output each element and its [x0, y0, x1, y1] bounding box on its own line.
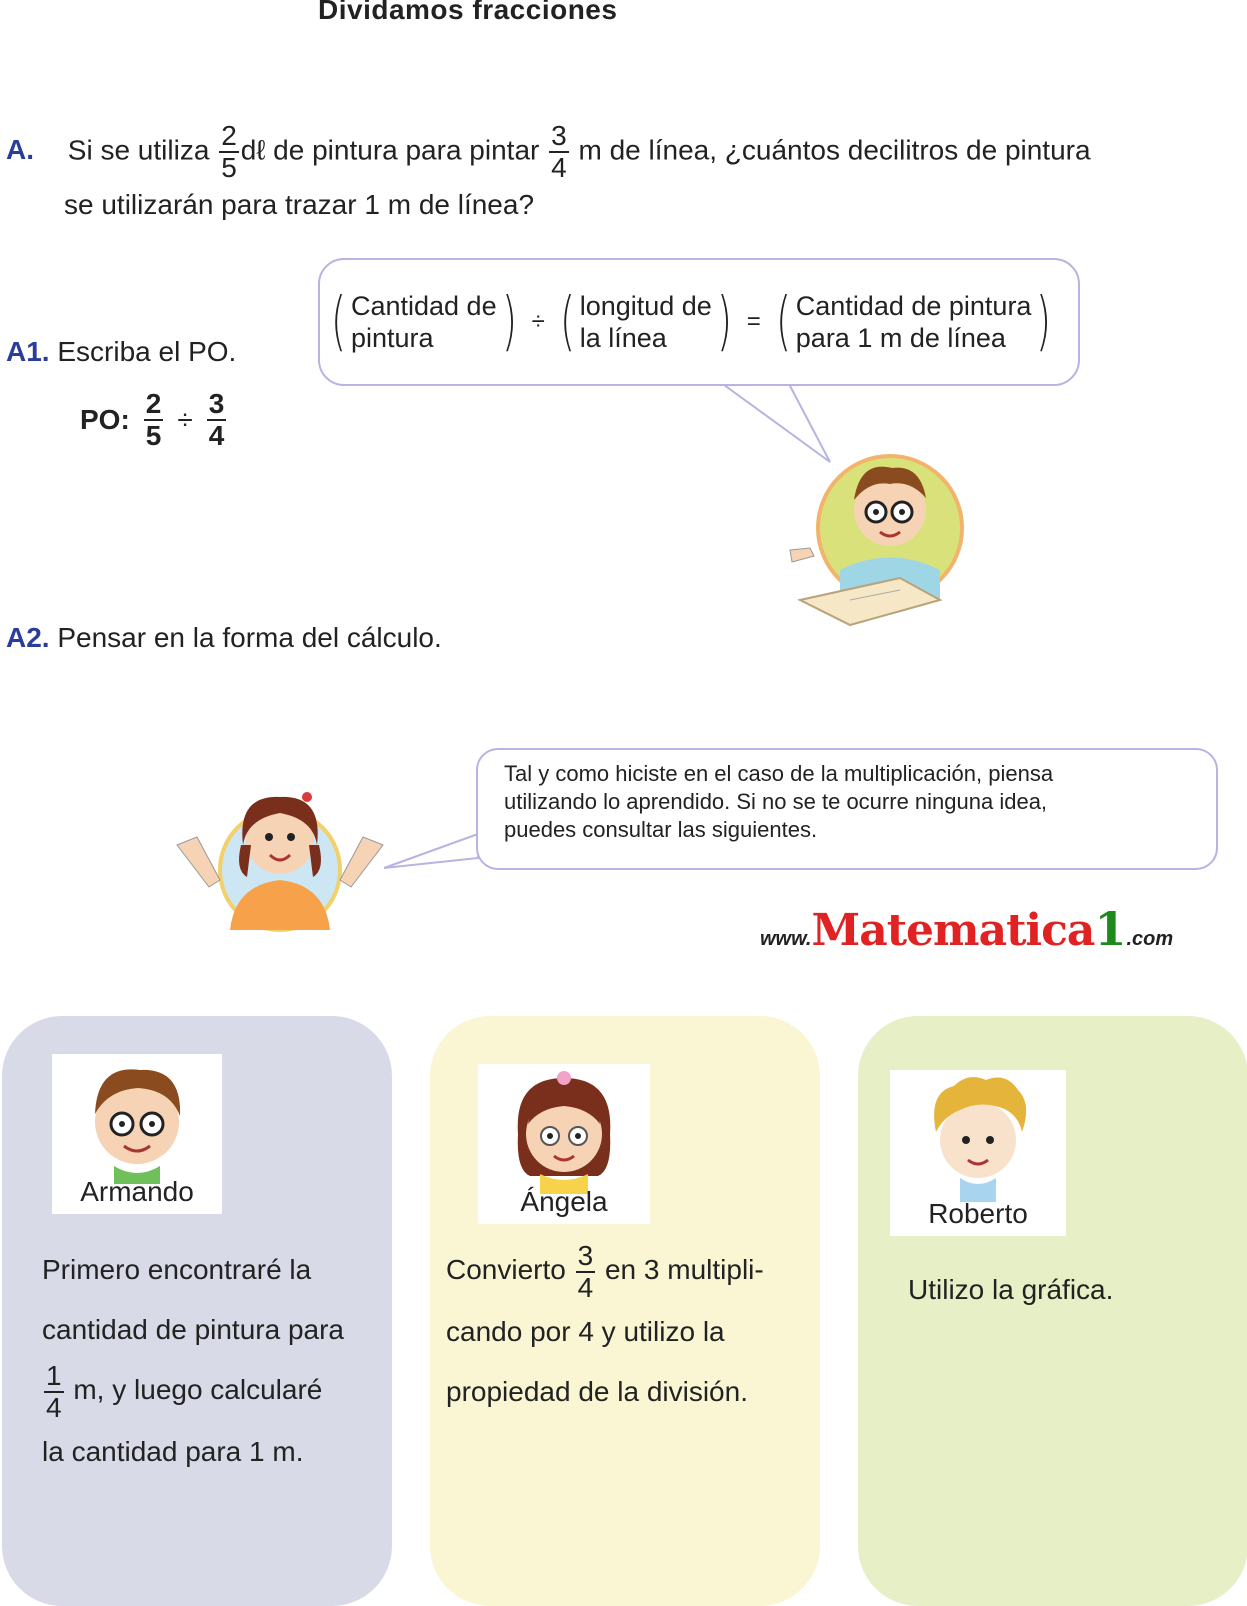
brand-com: .com	[1126, 928, 1174, 950]
card-line: Convierto	[446, 1254, 566, 1285]
fraction-numerator: 1	[46, 1359, 62, 1391]
brand-name: Matematica	[811, 905, 1095, 956]
formula-bubble	[318, 258, 1080, 386]
angela-name: Ángela	[520, 1186, 608, 1217]
angela-avatar	[478, 1064, 650, 1194]
fraction-3-4	[207, 390, 227, 450]
angela-text	[446, 1240, 816, 1422]
brand-www: www.	[760, 928, 812, 950]
fraction-2-5	[144, 390, 164, 450]
armando-text	[42, 1240, 382, 1482]
card-line: en 3 multipli-	[604, 1254, 764, 1285]
card-line: cantidad de pintura para	[42, 1314, 344, 1345]
step-a1	[6, 336, 236, 368]
formula-text: pintura	[350, 323, 434, 353]
armando-portrait	[52, 1054, 222, 1214]
boy-writing-illustration	[780, 450, 980, 640]
fraction-denominator: 4	[208, 420, 225, 451]
formula-text: longitud de	[579, 291, 712, 321]
fraction-denominator: 5	[145, 420, 162, 451]
division-sign: ÷	[177, 404, 193, 435]
card-line: la cantidad para 1 m.	[42, 1435, 304, 1467]
armando-avatar	[52, 1054, 222, 1184]
equals-sign: =	[746, 308, 761, 335]
fraction-numerator: 2	[221, 120, 237, 151]
fraction-numerator: 2	[145, 388, 162, 419]
angela-portrait	[478, 1064, 650, 1224]
fraction-3-4	[576, 1239, 596, 1303]
formula-term-paint: ( Cantidad de pintura )	[330, 285, 517, 359]
fraction-3-4	[549, 122, 569, 182]
card-line: Utilizo la gráfica.	[908, 1274, 1114, 1305]
fraction-2-5	[219, 122, 239, 182]
hint-bubble	[476, 748, 1218, 870]
question-text-4: se utilizarán para trazar 1 m de línea?	[64, 189, 535, 220]
fraction-denominator: 4	[577, 1271, 594, 1303]
formula-text: la línea	[579, 323, 667, 353]
formula-text: Cantidad de	[350, 291, 497, 321]
unit-deciliter: dℓ	[240, 134, 266, 166]
step-label: A1.	[6, 336, 50, 367]
card-line: m, y luego calcularé	[73, 1374, 323, 1405]
armando-name: Armando	[80, 1176, 194, 1207]
card-line: propiedad de la división.	[446, 1375, 748, 1407]
card-armando	[2, 1016, 392, 1606]
question-label: A.	[6, 134, 34, 166]
card-angela	[430, 1016, 820, 1606]
page-title: Dividamos fracciones	[318, 0, 618, 25]
formula-term-length: ( longitud de la línea )	[559, 285, 732, 359]
bubble-tail-2	[384, 830, 484, 870]
roberto-portrait	[890, 1070, 1066, 1236]
question-text-3: m de línea, ¿cuántos decilitros de pintura	[578, 134, 1091, 166]
brand-one: 1	[1094, 902, 1127, 956]
question-a	[6, 122, 1236, 228]
card-line: Primero encontraré la	[42, 1254, 312, 1285]
formula-term-result: ( Cantidad de pintura para 1 m de línea )	[775, 285, 1052, 359]
girl-waving-illustration	[175, 785, 385, 935]
roberto-text	[908, 1260, 1228, 1320]
division-sign: ÷	[531, 308, 545, 335]
step-label: A2.	[6, 622, 50, 653]
hint-text: puedes consultar las siguientes.	[504, 817, 818, 842]
fraction-numerator: 3	[208, 388, 225, 419]
roberto-name: Roberto	[928, 1198, 1028, 1229]
question-text-1: Si se utiliza	[67, 134, 210, 166]
brand-logo	[760, 902, 1173, 956]
po-expression	[80, 390, 228, 450]
fraction-denominator: 4	[551, 152, 567, 183]
po-label: PO:	[80, 404, 130, 435]
question-text-2: de pintura para pintar	[273, 134, 540, 166]
step-a2	[6, 622, 442, 654]
fraction-numerator: 3	[551, 120, 567, 151]
card-roberto	[858, 1016, 1247, 1606]
hint-text: Tal y como hiciste en el caso de la multiplicación, piensa	[504, 761, 1054, 786]
step-text: Escriba el PO.	[57, 336, 237, 367]
card-line: cando por 4 y utilizo la	[446, 1315, 725, 1347]
step-text: Pensar en la forma del cálculo.	[57, 622, 442, 653]
fraction-denominator: 4	[46, 1391, 62, 1423]
fraction-1-4	[44, 1359, 64, 1423]
roberto-avatar	[890, 1070, 1066, 1202]
fraction-numerator: 3	[577, 1239, 594, 1271]
fraction-denominator: 5	[221, 152, 237, 183]
formula-text: Cantidad de pintura	[795, 291, 1032, 321]
formula-text: para 1 m de línea	[795, 323, 1006, 353]
hint-text: utilizando lo aprendido. Si no se te ocurre ninguna idea,	[504, 789, 1048, 814]
